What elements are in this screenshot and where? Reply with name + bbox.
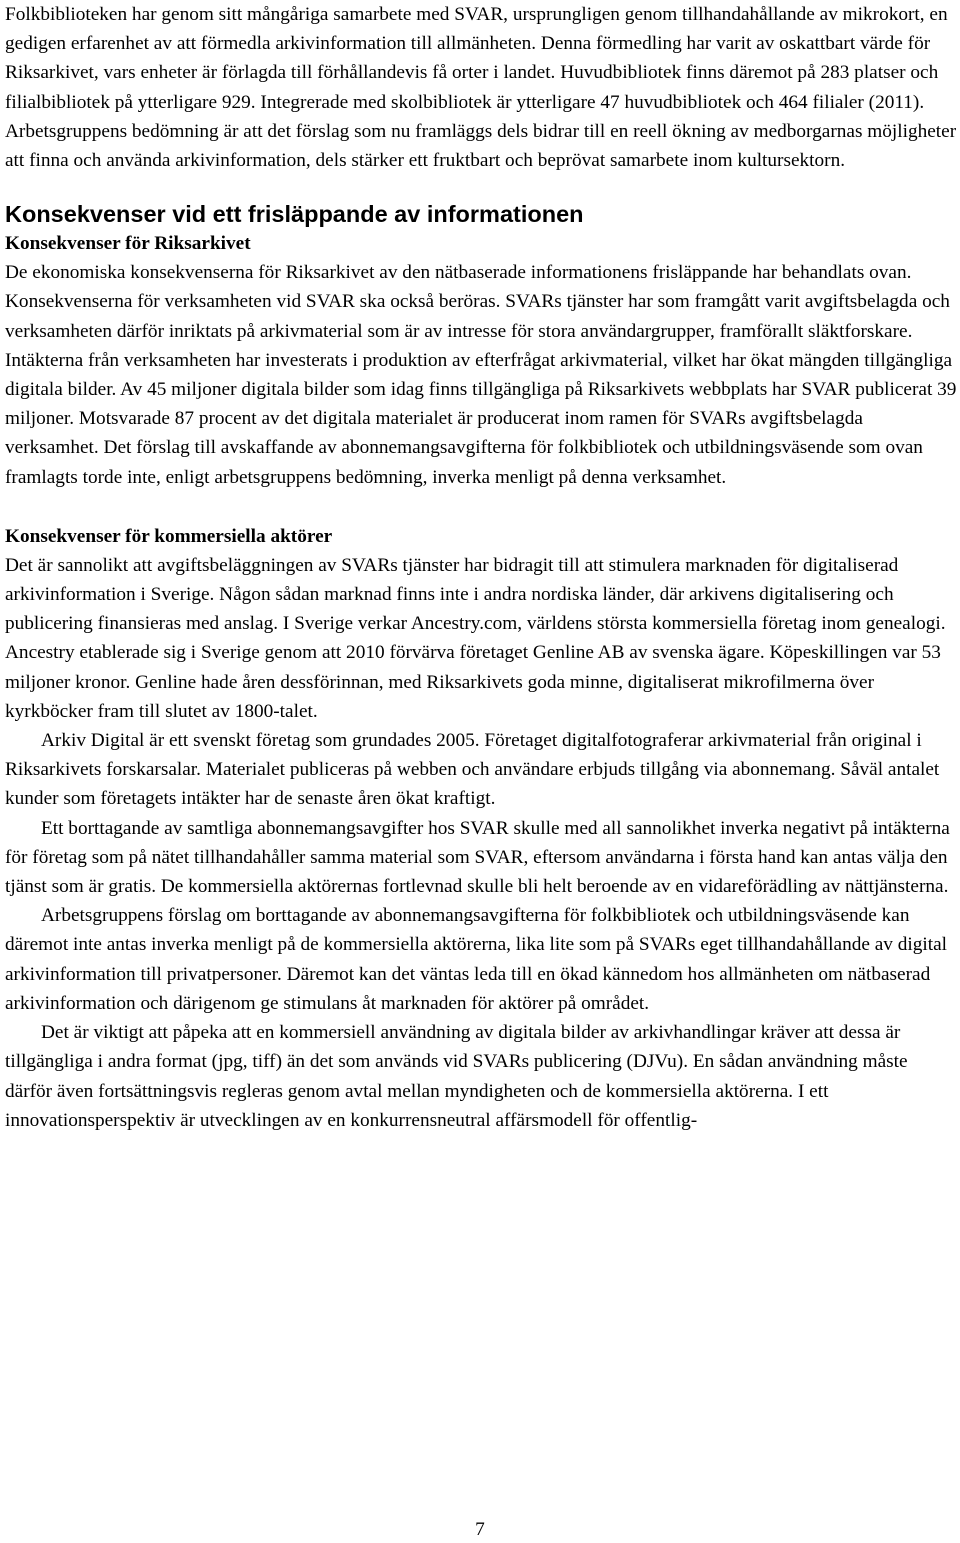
kommersiella-paragraph-5: Det är viktigt att påpeka att en kommersiell användning av digitala bilder av arkivhandlingar kräver att dessa är tillgängliga i andra format (jpg, tiff) än det som används vid SVARs publicering (DJVu). En sådan användning måste därför även fortsättningsvis regleras genom avtal mellan myndigheten och de kommersiella aktörerna. I ett innovationsperspektiv är utvecklingen av en konkurrensneutral affärsmodell för offentlig-: [5, 1022, 908, 1131]
kommersiella-paragraph-3: Ett borttagande av samtliga abonnemangsavgifter hos SVAR skulle med all sannolikhet inverka negativt på intäkterna för företag som på nätet tillhandahåller samma material som SVAR, eftersom användarna i första hand kan antas välja den tjänst som är gratis. De kommersiella aktörernas fortlevnad skulle bli helt beroende av en vidareförädling av nättjänsterna.: [5, 817, 950, 898]
intro-paragraph: Folkbiblioteken har genom sitt mångåriga samarbete med SVAR, ursprungligen genom tillhandahållande av mikrokort, en gedigen erfarenhet av att förmedla arkivinformation till allmänheten. Denna förmedling har varit av oskattbart värde för Riksarkivet, vars enheter är förlagda till förhållandevis få orter i landet. Huvudbibliotek finns däremot på 283 platser och filialbibliotek på ytterligare 929. Integrerade med skolbibliotek är ytterligare 47 huvudbibliotek och 464 filialer (2011). Arbetsgruppens bedömning är att det förslag som nu framläggs dels bidrar till en reell ökning av medborgarnas möjligheter att finna och använda arkivinformation, dels stärker ett fruktbart och beprövat samarbete inom kultursektorn.: [5, 4, 957, 172]
kommersiella-paragraph-2: Arkiv Digital är ett svenskt företag som grundades 2005. Företaget digitalfotograferar arkivmaterial från original i Riksarkivets forskarsalar. Materialet publiceras på webben och användare erbjuds tillgång via abonnemang. Såväl antalet kunder som företagets intäkter har de senaste åren ökat kraftigt.: [5, 730, 940, 810]
riksarkivet-heading: Konsekvenser för Riksarkivet: [5, 233, 251, 255]
kommersiella-paragraph-1: Det är sannolikt att avgiftsbeläggningen av SVARs tjänster har bidragit till att stimulera marknaden för digitaliserad arkivinformation i Sverige. Någon sådan marknad finns inte i andra nordiska länder, där arkivens digitalisering och publicering finansieras med anslag. I Sverige verkar Ancestry.com, världens största kommersiella företag inom genealogi. Ancestry etablerade sig i Sverige genom att 2010 förvärva företaget Genline AB av svenska ägare. Köpeskillingen var 53 miljoner kronor. Genline hade åren dessförinnan, med Riksarkivets goda minne, digitaliserat mikrofilmerna över kyrkböcker fram till slutet av 1800-talet.: [5, 554, 946, 722]
section-title: Konsekvenser vid ett frisläppande av informationen: [5, 201, 584, 228]
section-spacer: [5, 492, 957, 522]
riksarkivet-paragraph: De ekonomiska konsekvenserna för Riksarkivet av den nätbaserade informationens frisläppande har behandlats ovan. Konsekvenserna för verksamheten vid SVAR ska också beröras. SVARs tjänster har som framgått varit avgiftsbelagda och verksamheten därför inriktats på arkivmaterial som är av intresse för stora användargrupper, framförallt släktforskare. Intäkterna från verksamheten har investerats i produktion av efterfrågat arkivmaterial, vilket har ökat mängden tillgängliga digitala bilder. Av 45 miljoner digitala bilder som idag finns tillgängliga på Riksarkivets webbplats har SVAR publicerat 39 miljoner. Motsvarade 87 procent av det digitala materialet är producerat inom ramen för SVARs avgiftsbelagda verksamhet. Det förslag till avskaffande av abonnemangsavgifterna för folkbibliotek och utbildningsväsende som ovan framlagts torde inte, enligt arbetsgruppens bedömning, inverka menligt på denna verksamhet.: [5, 262, 957, 488]
document-page: [5, 0, 957, 1135]
kommersiella-heading: Konsekvenser för kommersiella aktörer: [5, 525, 333, 547]
page-number: 7: [475, 1519, 485, 1540]
kommersiella-paragraph-4: Arbetsgruppens förslag om borttagande av abonnemangsavgifterna för folkbibliotek och utbildningsväsende kan däremot inte antas inverka menligt på de kommersiella aktörerna, lika lite som på SVARs eget tillhandahållande av digital arkivinformation till privatpersoner. Däremot kan det väntas leda till en ökad kännedom hos allmänheten om nätbaserad arkivinformation och därigenom ge stimulans åt marknaden för aktörer på området.: [5, 905, 948, 1014]
